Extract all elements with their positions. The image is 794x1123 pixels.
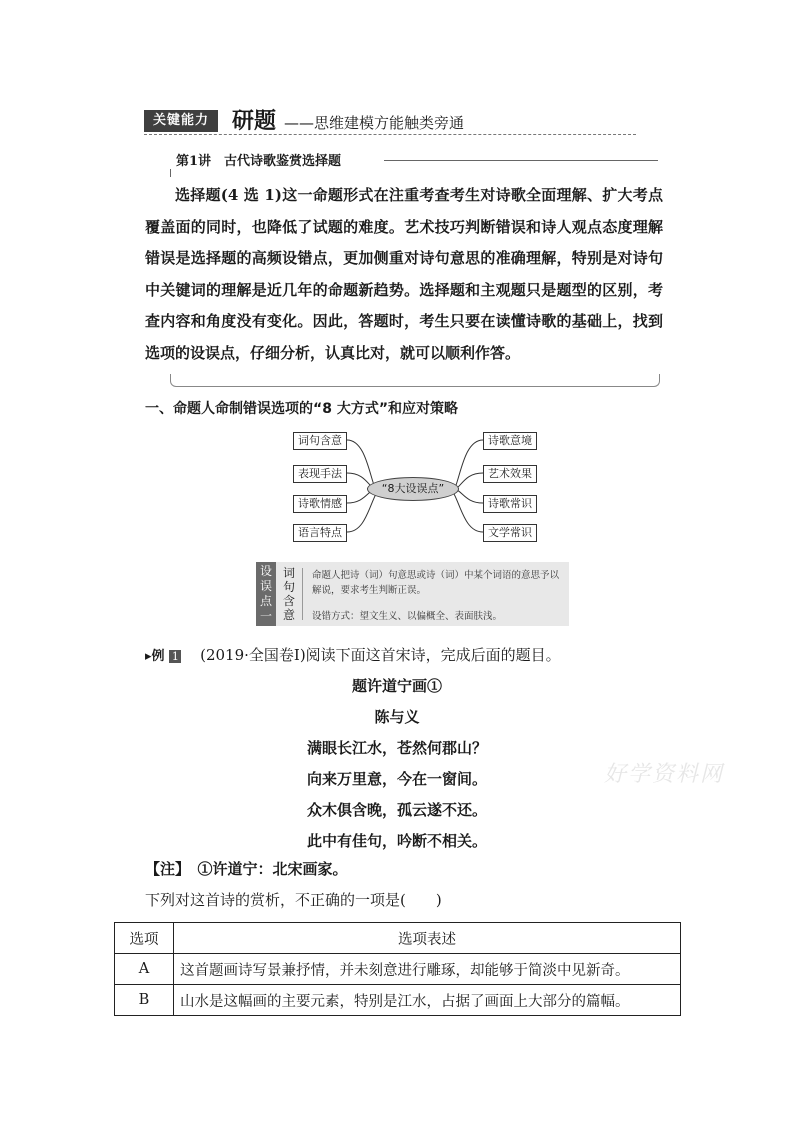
intro-paragraph [145,180,663,369]
mindmap-node-right-2: 艺术效果 [483,465,537,483]
table-header-desc: 选项表述 [174,923,681,954]
connector-left-4 [347,492,377,532]
table-header-option: 选项 [115,923,174,954]
poem-line-1: 满眼长江水，苍然何郡山？ [306,739,487,757]
header-divider [144,134,636,135]
section-badge: 关键能力 [144,110,218,132]
option-text: 这首题画诗写景兼抒情，并未刻意进行雕琢，却能够于简淡中见新奇。 [174,954,681,985]
question-text: 下列对这首诗的赏析，不正确的一项是( ) [145,891,442,909]
error-point-label: 设误点一 [256,562,276,626]
option-letter: A [115,954,174,985]
example-text: (2019·全国卷Ⅰ)阅读下面这首宋诗，完成后面的题目。 [200,646,561,664]
poem-line-2: 向来万里意，今在一窗间。 [306,770,487,788]
lecture-heading-box [170,150,658,172]
section-subtitle: ——思维建模方能触类旁通 [284,114,465,132]
option-letter: B [115,985,174,1016]
table-row [115,985,681,1016]
connector-right-4 [453,492,483,532]
error-point-title: 词句含意 [282,566,295,622]
intro-separator [170,374,660,387]
error-point-divider [302,568,303,620]
watermark: 好学资料网 [604,762,725,787]
mindmap-node-left-3: 诗歌情感 [293,495,347,513]
mindmap-node-right-3: 诗歌常识 [483,495,537,513]
connector-left-1 [347,440,375,488]
mindmap-node-right-4: 文学常识 [483,524,537,542]
mindmap-node-right-1: 诗歌意境 [483,432,537,450]
section-heading: 一、命题人命制错误选项的“8 大方式”和应对策略 [145,401,459,417]
poem-note: 【注】 ①许道宁：北宋画家。 [145,860,348,878]
lecture-title: 第1讲 古代诗歌鉴赏选择题 [170,150,347,169]
mindmap-node-left-2: 表现手法 [293,465,347,483]
mindmap-node-left-4: 语言特点 [293,524,347,542]
poem-author: 陈与义 [374,708,420,726]
poem-line-3: 众木俱含晚，孤云遂不还。 [306,801,487,819]
option-text: 山水是这幅画的主要元素，特别是江水，占据了画面上大部分的篇幅。 [174,985,681,1016]
lecture-rule [384,160,658,161]
example-heading [145,644,561,665]
connector-right-2 [457,473,483,488]
connector-right-1 [455,440,483,488]
table-row [115,954,681,985]
mindmap-node-left-1: 词句含意 [293,432,347,450]
error-point-method: 设错方式：望文生义、以偏概全、表面肤浅。 [312,611,503,622]
error-point-box [256,562,569,626]
mindmap-center: “8大设误点” [367,477,459,501]
poem-line-4: 此中有佳句，吟断不相关。 [306,832,487,850]
connector-right-3 [457,490,483,503]
example-arrow-icon: ▸ [145,649,152,664]
section-title: 研题 [232,109,277,134]
error-point-description: 命题人把诗（词）句意思或诗（词）中某个词语的意思予以解说，要求考生判断正误。 [312,570,560,596]
example-tag: 例 [151,649,165,664]
poem-title: 题许道宁画① [351,677,442,695]
intro-text: 选择题(4 选 1)这一命题形式在注重考查考生对诗歌全面理解、扩大考点覆盖面的同时，也降低了试题的难度。艺术技巧判断错误和诗人观点态度理解错误是选择题的高频设错点，更加侧重对诗句意思的准确理解，特别是对诗句中关键词的理解是近几年的命题新趋势。选择题和主观题只是题型的区别，考查内容和角度没有变化。因此，答题时，考生只要在读懂诗歌的基础上，找到选项的设误点，仔细分析，认真比对，就可以顺利作答。 [145,186,663,362]
options-table [114,922,681,1016]
example-number: 1 [169,650,181,663]
table-header-row [115,923,681,954]
